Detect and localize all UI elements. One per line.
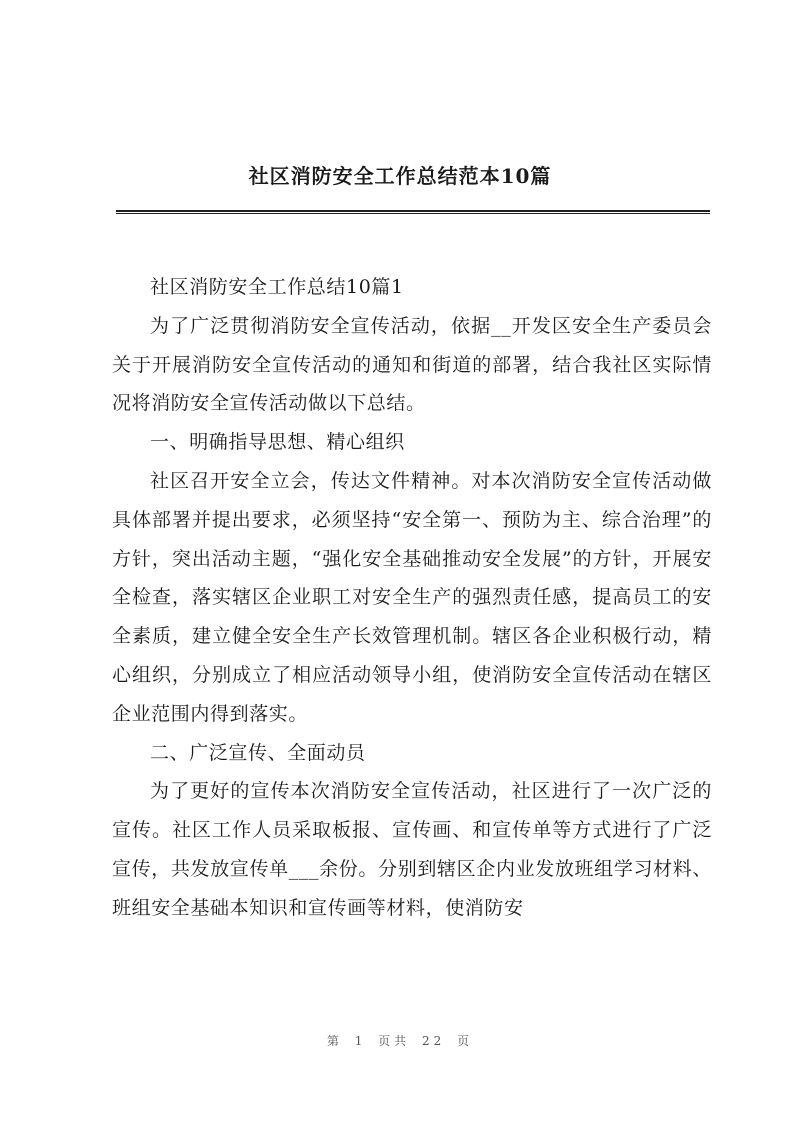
title-underline — [116, 210, 710, 214]
paragraph-1: 社区召开安全立会，传达文件精神。对本次消防安全宣传活动做具体部署并提出要求，必须坚持“安全第一、预防为主、综合治理”的方针，突出活动主题，“强化安全基础推动安全发展”的方针，开展安全检查，落实辖区企业职工对安全生产的强烈责任感，提高员工的安全素质，建立健全安全生产长效管理机制。辖区各企业积极行动，精心组织，分别成立了相应活动领导小组，使消防安全宣传活动在辖区企业范围内得到落实。 — [112, 469, 712, 725]
footer-total-pages: 22 — [422, 1034, 446, 1048]
subheading-1: 一、明确指导思想、精心组织 — [150, 431, 405, 454]
document-body — [112, 268, 712, 928]
footer-prefix: 第 — [326, 1034, 343, 1048]
section-title: 社区消防安全工作总结10篇1 — [150, 276, 404, 298]
paragraph-intro: 为了广泛贯彻消防安全宣传活动，依据__开发区安全生产委员会关于开展消防安全宣传活动的通知和街道的部署，结合我社区实际情况将消防安全宣传活动做以下总结。 — [112, 314, 712, 415]
footer-current-page: 1 — [354, 1034, 367, 1048]
paragraph-2: 为了更好的宣传本次消防安全宣传活动，社区进行了一次广泛的宣传。社区工作人员采取板报、宣传画、和宣传单等方式进行了广泛宣传，共发放宣传单___余份。分别到辖区企内业发放班组学习材料、班组安全基础本知识和宣传画等材料，使消防安 — [112, 780, 712, 919]
document-title: 社区消防安全工作总结范本10篇 — [248, 164, 552, 188]
footer-middle: 页共 — [378, 1034, 411, 1048]
subheading-2: 二、广泛宣传、全面动员 — [150, 741, 366, 764]
page-footer — [0, 1032, 800, 1049]
footer-suffix: 页 — [457, 1034, 474, 1048]
